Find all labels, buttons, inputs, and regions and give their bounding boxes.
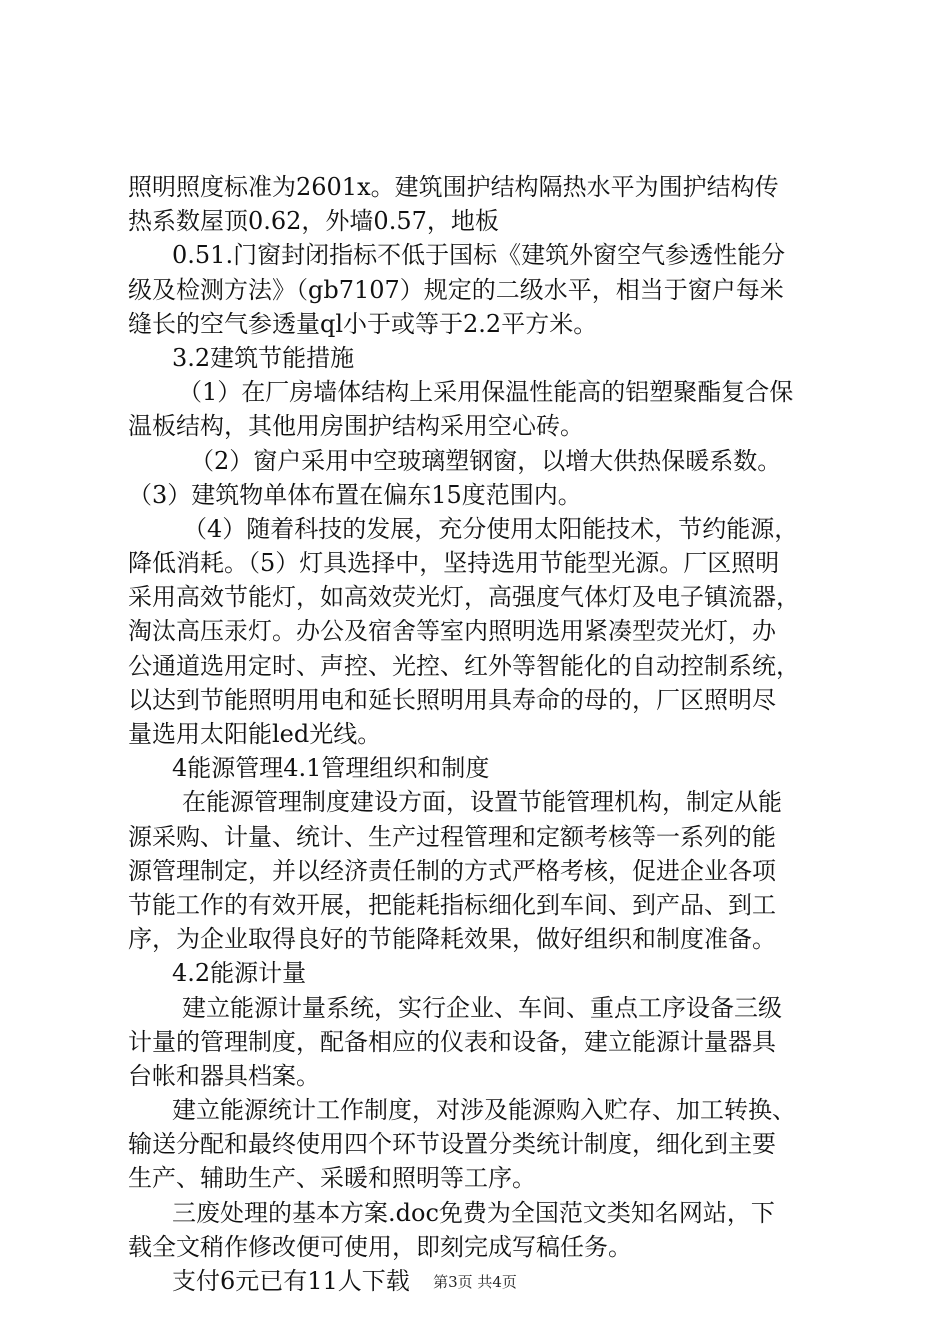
text-line: 在能源管理制度建设方面，设置节能管理机构，制定从能 — [182, 788, 782, 817]
text-line: 热系数屋顶0.62，外墙0.57，地板 — [128, 207, 499, 236]
text-line: 序，为企业取得良好的节能降耗效果，做好组织和制度准备。 — [128, 925, 776, 954]
text-line: 0.51.门窗封闭指标不低于国标《建筑外窗空气参透性能分 — [172, 241, 786, 270]
text-line: 公通道选用定时、声控、光控、红外等智能化的自动控制系统， — [128, 651, 800, 680]
text-line: 生产、辅助生产、采暖和照明等工序。 — [128, 1164, 536, 1193]
text-line: 建立能源统计工作制度，对涉及能源购入贮存、加工转换、 — [172, 1096, 796, 1125]
text-line: （4）随着科技的发展，充分使用太阳能技术，节约能源， — [183, 514, 799, 543]
text-line: 节能工作的有效开展，把能耗指标细化到车间、到产品、到工 — [128, 890, 776, 919]
text-line: （2）窗户采用中空玻璃塑钢窗，以增大供热保暖系数。 — [190, 446, 782, 475]
text-line: 缝长的空气参透量ql小于或等于2.2平方米。 — [128, 309, 598, 338]
text-line: 源管理制定，并以经济责任制的方式严格考核，促进企业各项 — [128, 856, 776, 885]
text-line: 温板结构，其他用房围护结构采用空心砖。 — [128, 412, 584, 441]
text-line: 以达到节能照明用电和延长照明用具寿命的母的，厂区照明尽 — [128, 685, 776, 714]
text-line: 3.2建筑节能措施 — [172, 343, 355, 372]
text-line: 计量的管理制度，配备相应的仪表和设备，建立能源计量器具 — [128, 1027, 776, 1056]
text-line: 采用高效节能灯，如高效荧光灯，高强度气体灯及电子镇流器， — [128, 583, 800, 612]
text-line: 三废处理的基本方案.doc免费为全国范文类知名网站，下 — [172, 1198, 775, 1227]
text-line: 4能源管理4.1管理组织和制度 — [172, 754, 490, 783]
document-body — [128, 170, 828, 1298]
text-line: 量选用太阳能led光线。 — [128, 720, 382, 748]
text-line: 照明照度标准为2601x。建筑围护结构隔热水平为围护结构传 — [128, 173, 779, 201]
text-line: （3）建筑物单体布置在偏东15度范围内。 — [128, 480, 582, 509]
text-line: 级及检测方法》（gb7107）规定的二级水平，相当于窗户每米 — [128, 275, 784, 304]
text-line: 淘汰高压汞灯。办公及宿舍等室内照明选用紧凑型荧光灯，办 — [128, 617, 776, 646]
text-line: 降低消耗。（5）灯具选择中，坚持选用节能型光源。厂区照明 — [128, 549, 780, 578]
text-line: 载全文稍作修改便可使用，即刻完成写稿任务。 — [128, 1232, 632, 1261]
text-line: （1）在厂房墙体结构上采用保温性能高的铝塑聚酯复合保 — [178, 378, 794, 407]
text-line: 4.2能源计量 — [172, 959, 307, 988]
text-line: 建立能源计量系统，实行企业、车间、重点工序设备三级 — [182, 993, 782, 1022]
text-line: 源采购、计量、统计、生产过程管理和定额考核等一系列的能 — [128, 822, 776, 851]
text-line: 输送分配和最终使用四个环节设置分类统计制度，细化到主要 — [128, 1130, 776, 1159]
text-line: 支付6元已有11人下载 — [172, 1267, 410, 1295]
text-line: 台帐和器具档案。 — [128, 1061, 320, 1090]
page-footer: 第3页 共4页 — [433, 1273, 517, 1291]
